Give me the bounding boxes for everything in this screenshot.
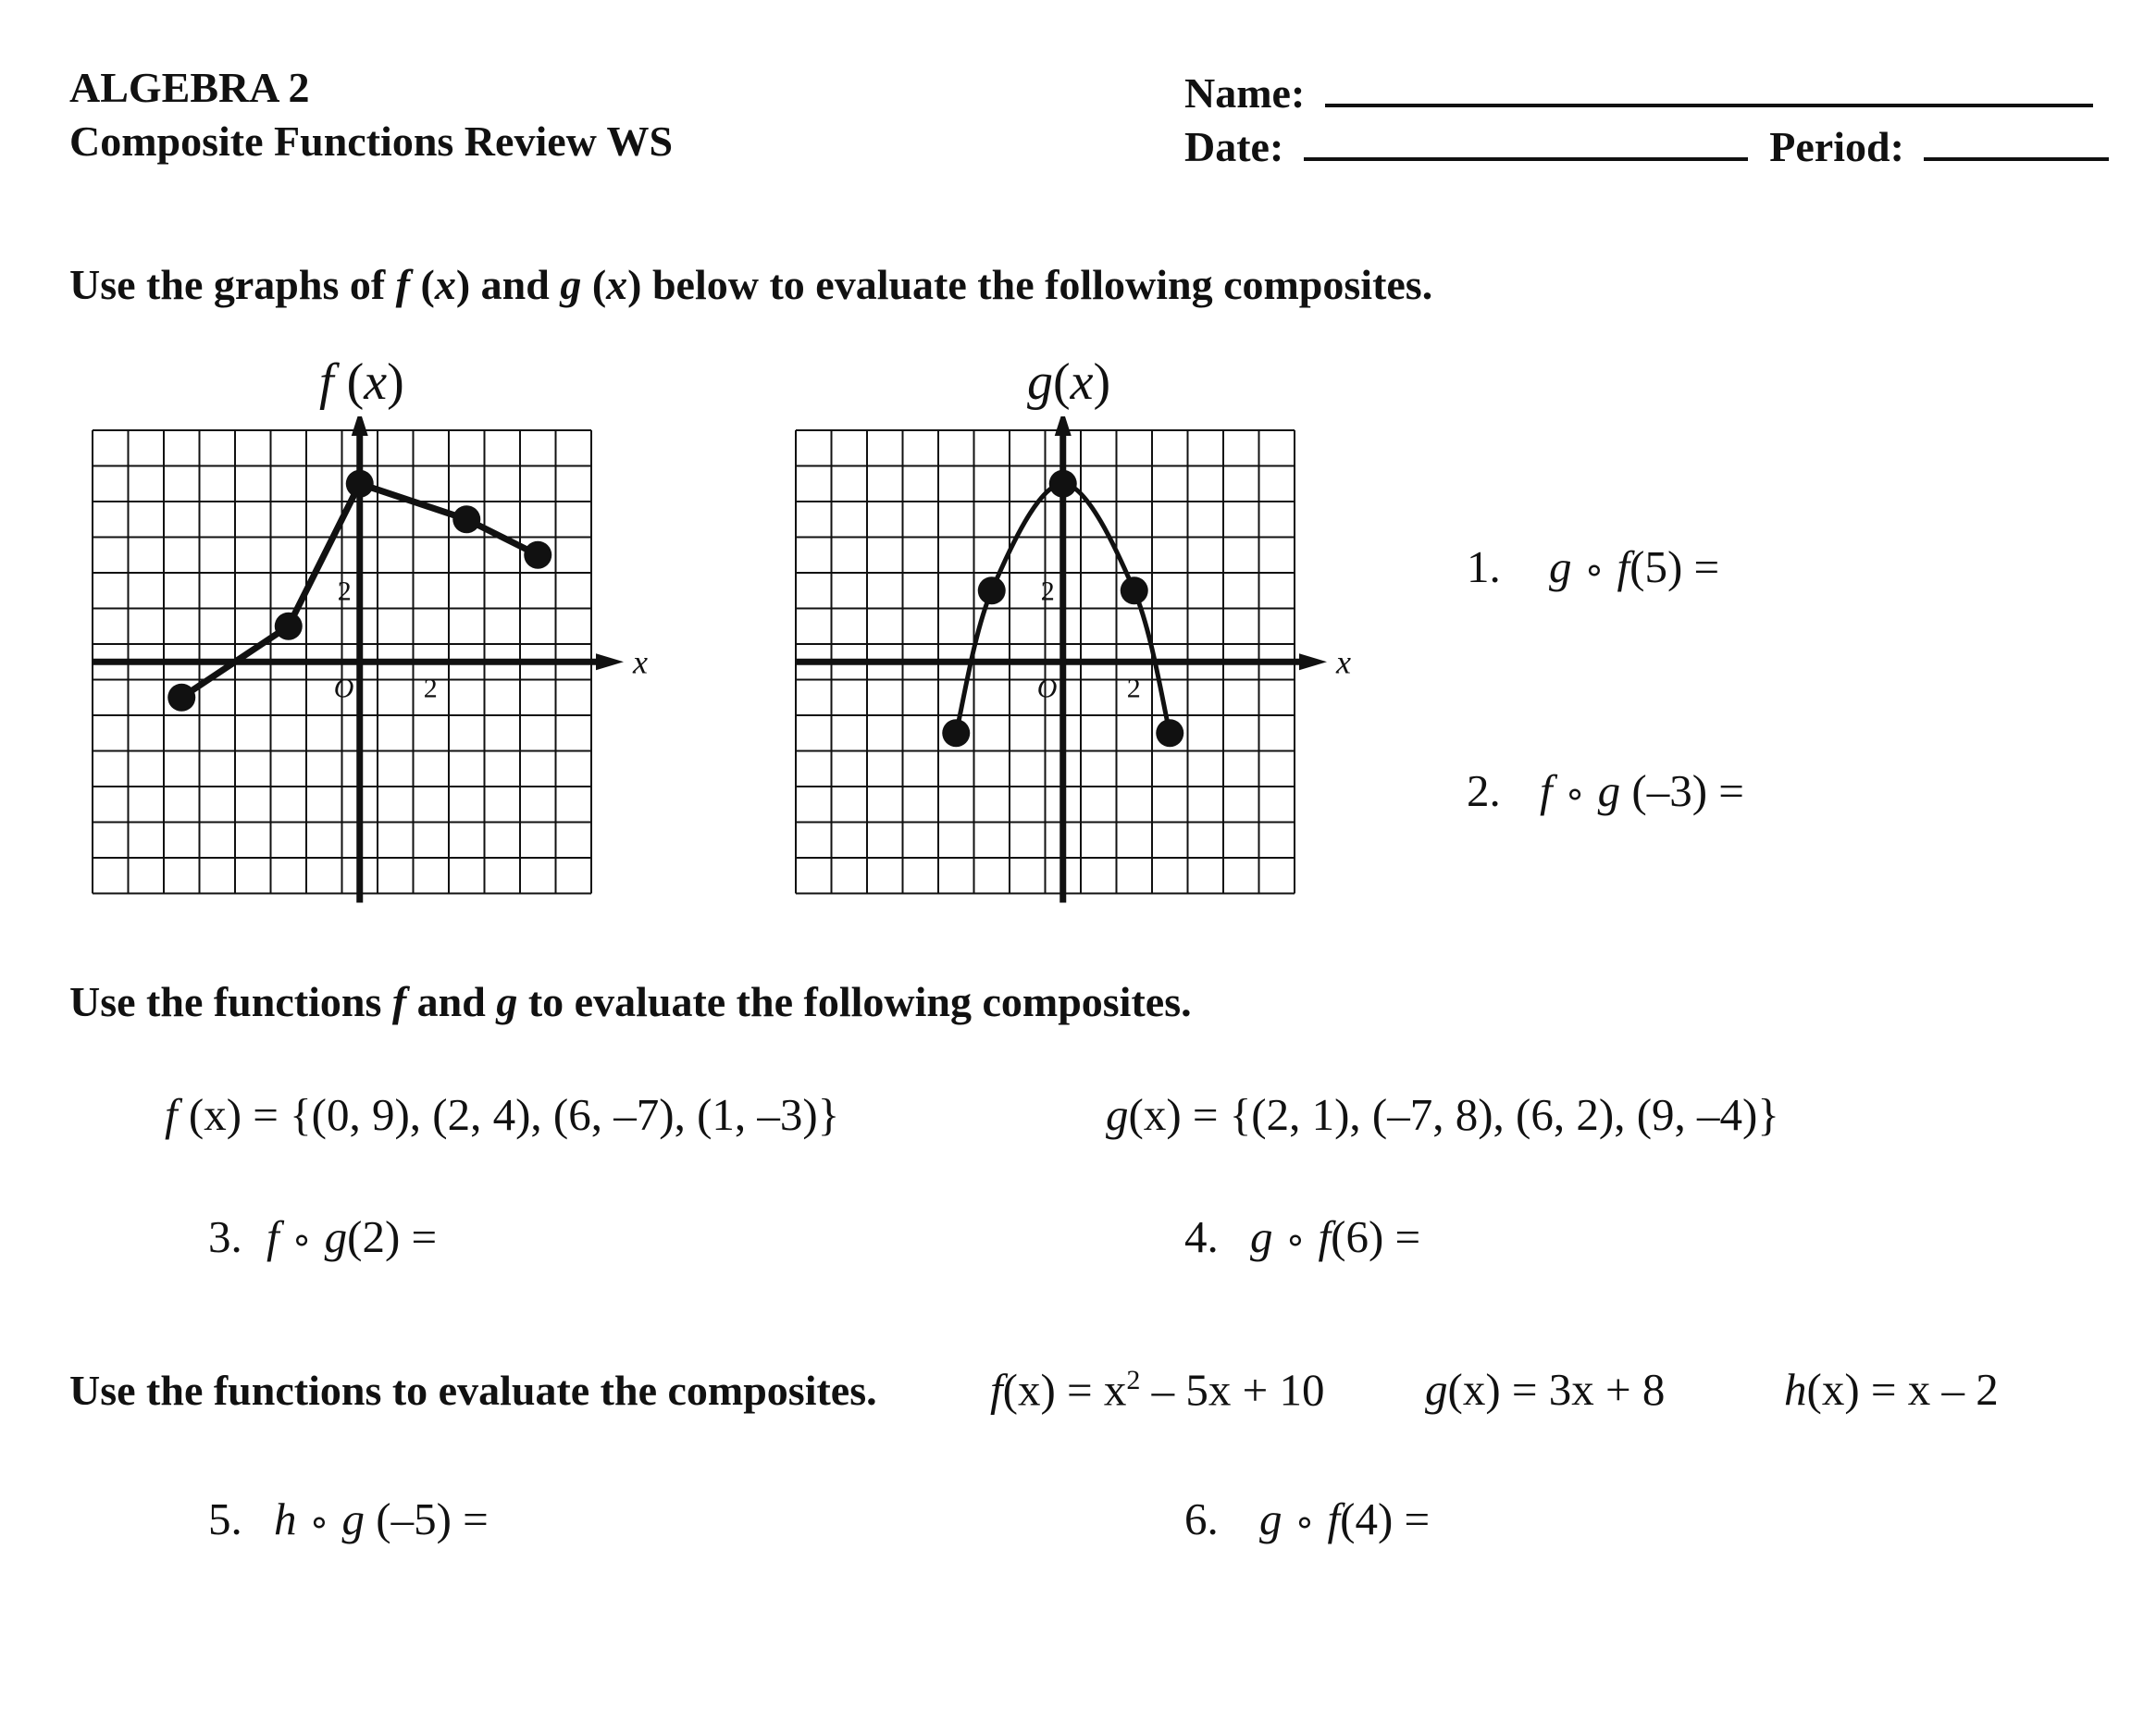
data-point xyxy=(1121,576,1148,604)
problem-6 xyxy=(1184,1493,1431,1544)
graph-g xyxy=(791,416,1365,925)
instr-and: and xyxy=(406,978,497,1025)
h-formula xyxy=(1784,1364,1999,1415)
graph-f-title-arg: x xyxy=(364,353,388,411)
period-label: Period: xyxy=(1769,123,1904,170)
compose-operator: ∘ xyxy=(1563,774,1587,814)
data-point xyxy=(1156,719,1183,747)
g-set: (x) = {(2, 1), (–7, 8), (6, 2), (9, –4)} xyxy=(1128,1089,1779,1140)
argument: (–3) = xyxy=(1620,765,1744,816)
instr-f: f xyxy=(395,261,410,308)
f-paren: (x) xyxy=(1002,1364,1056,1416)
f-name: f xyxy=(165,1089,178,1140)
origin-label: O xyxy=(1036,673,1058,704)
data-point xyxy=(452,505,480,533)
instr-x: x xyxy=(434,261,456,308)
inner-fn: g xyxy=(341,1493,366,1544)
instr-g: g xyxy=(496,978,518,1025)
x-tick-label: 2 xyxy=(423,673,438,704)
problem-number: 5. xyxy=(208,1493,242,1544)
problem-3 xyxy=(208,1211,438,1262)
instr-text: ) below to evaluate the following composites. xyxy=(627,261,1433,308)
outer-fn: h xyxy=(274,1493,297,1544)
data-point xyxy=(275,613,303,640)
outer-fn: g xyxy=(1549,541,1572,592)
f-eq: = x xyxy=(1055,1364,1127,1416)
problem-2 xyxy=(1467,765,1744,816)
g-rest: = 3x + 8 xyxy=(1500,1364,1666,1415)
argument: (4) = xyxy=(1340,1493,1431,1544)
period-blank[interactable] xyxy=(1924,120,2109,161)
data-point xyxy=(167,684,195,712)
data-point xyxy=(1049,470,1077,498)
graph-g-title-fn: g xyxy=(1027,353,1053,411)
name-blank[interactable] xyxy=(1325,67,2093,107)
instr-g: g xyxy=(560,261,582,308)
date-row xyxy=(1184,120,2109,168)
problem-5 xyxy=(208,1493,489,1544)
f-rest: – 5x + 10 xyxy=(1140,1364,1325,1416)
origin-label: O xyxy=(333,673,354,704)
compose-operator: ∘ xyxy=(307,1503,331,1543)
instr-paren: ( xyxy=(581,261,607,308)
g-definition xyxy=(1106,1089,1779,1140)
x-axis-label: x xyxy=(1336,643,1351,681)
g-formula xyxy=(1425,1364,1666,1415)
x-axis-arrow xyxy=(596,653,624,670)
h-name: h xyxy=(1784,1364,1807,1415)
x-tick-label: 2 xyxy=(1126,673,1141,704)
graph-g-title-arg: x xyxy=(1070,353,1094,411)
inner-fn: g xyxy=(324,1211,348,1262)
compose-operator: ∘ xyxy=(290,1221,314,1260)
f-definition xyxy=(165,1089,840,1140)
data-point xyxy=(346,470,374,498)
g-name: g xyxy=(1106,1089,1129,1140)
outer-fn: g xyxy=(1259,1493,1282,1544)
y-tick-label: 2 xyxy=(1040,576,1055,607)
problem-number: 1. xyxy=(1467,541,1501,592)
data-point xyxy=(978,576,1006,604)
f-set: (x) = {(0, 9), (2, 4), (6, –7), (1, –3)} xyxy=(177,1089,840,1140)
section2-instructions xyxy=(69,978,1192,1025)
outer-fn: g xyxy=(1250,1211,1273,1262)
f-name: f xyxy=(990,1364,1003,1416)
course-label: ALGEBRA 2 xyxy=(69,64,310,111)
argument: (2) = xyxy=(347,1211,438,1262)
instr-text: Use the graphs of xyxy=(69,261,396,308)
graph-f-title: f (x) xyxy=(319,353,404,411)
date-label: Date: xyxy=(1184,123,1284,170)
compose-operator: ∘ xyxy=(1293,1503,1317,1543)
problem-number: 4. xyxy=(1184,1211,1219,1262)
inner-fn: g xyxy=(1597,765,1621,816)
instr-text: Use the functions xyxy=(69,978,392,1025)
f-exponent: 2 xyxy=(1126,1365,1141,1395)
compose-operator: ∘ xyxy=(1582,551,1606,590)
date-blank[interactable] xyxy=(1304,120,1748,161)
graph-f xyxy=(88,416,662,925)
instr-text: to evaluate the following composites. xyxy=(517,978,1192,1025)
instr-and: ) and xyxy=(455,261,561,308)
inner-fn: f xyxy=(1327,1493,1341,1544)
y-tick-label: 2 xyxy=(337,576,352,607)
section1-instructions xyxy=(69,261,1433,308)
graph-f-title-fn: f xyxy=(319,353,334,411)
inner-fn: f xyxy=(1318,1211,1332,1262)
instr-f: f xyxy=(391,978,407,1025)
f-formula xyxy=(990,1364,1325,1416)
compose-operator: ∘ xyxy=(1283,1221,1307,1260)
section3-instructions: Use the functions to evaluate the composites. xyxy=(69,1367,877,1414)
x-axis-arrow xyxy=(1299,653,1327,670)
outer-fn: f xyxy=(1540,765,1553,816)
name-row xyxy=(1184,67,2093,115)
graph-g-title: g(x) xyxy=(1027,353,1111,411)
data-point xyxy=(524,541,551,569)
instr-x: x xyxy=(606,261,628,308)
problem-4 xyxy=(1184,1211,1421,1262)
inner-fn: f xyxy=(1617,541,1630,592)
problem-number: 2. xyxy=(1467,765,1501,816)
g-paren: (x) xyxy=(1447,1364,1501,1415)
problem-1 xyxy=(1467,541,1720,592)
argument: (6) = xyxy=(1331,1211,1421,1262)
h-rest: = x – 2 xyxy=(1859,1364,1999,1415)
data-point xyxy=(942,719,970,747)
argument: (–5) = xyxy=(365,1493,489,1544)
worksheet-title: Composite Functions Review WS xyxy=(69,118,674,165)
instr-paren: ( xyxy=(410,261,435,308)
g-name: g xyxy=(1425,1364,1448,1415)
problem-number: 3. xyxy=(208,1211,242,1262)
problem-number: 6. xyxy=(1184,1493,1219,1544)
outer-fn: f xyxy=(266,1211,279,1262)
argument: (5) = xyxy=(1629,541,1720,592)
y-axis-arrow xyxy=(352,416,368,436)
h-paren: (x) xyxy=(1806,1364,1860,1415)
x-axis-label: x xyxy=(633,643,648,681)
name-label: Name: xyxy=(1184,69,1306,117)
y-axis-arrow xyxy=(1055,416,1072,436)
